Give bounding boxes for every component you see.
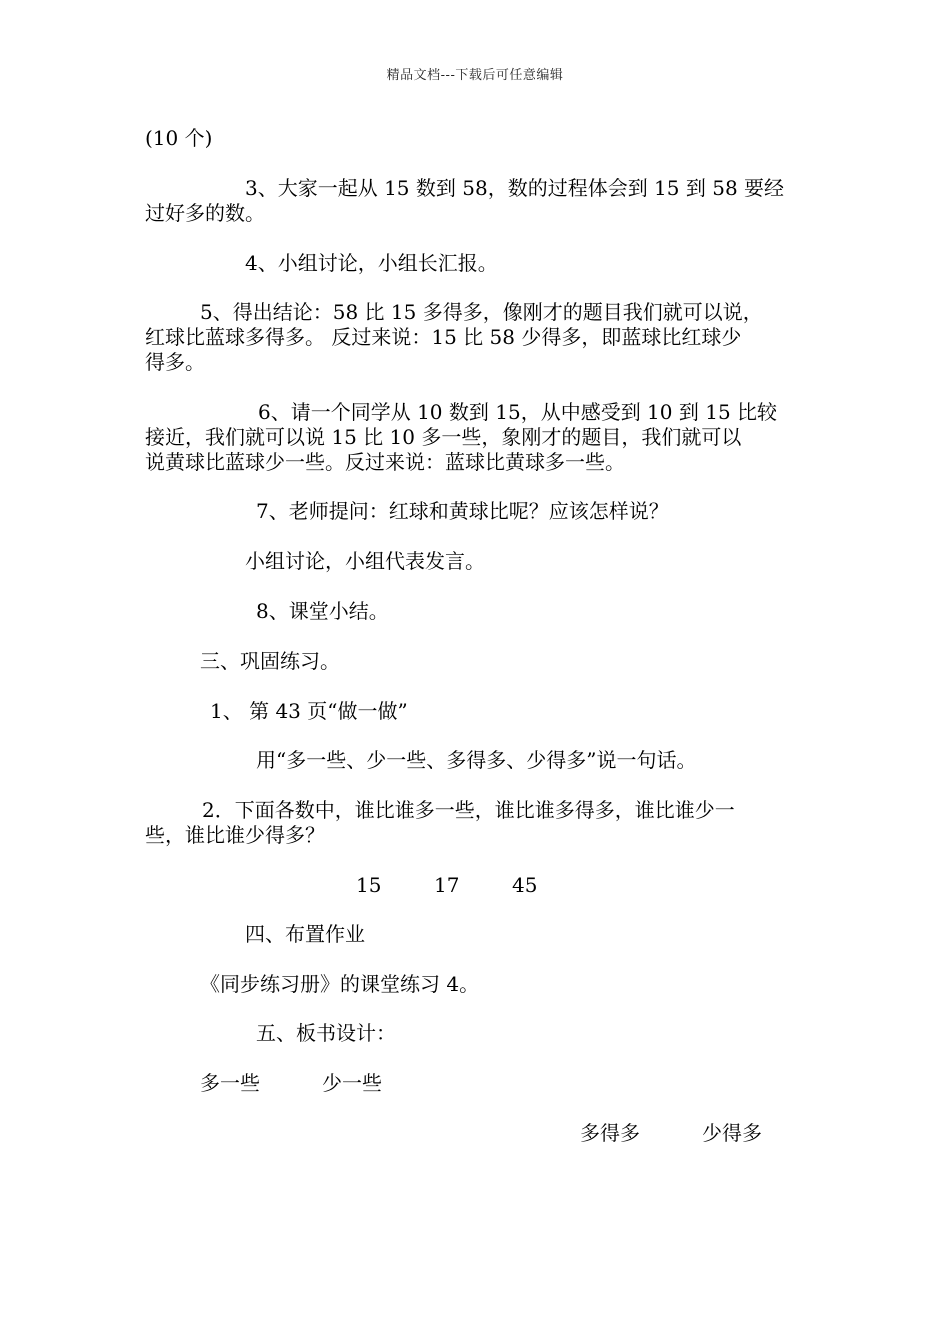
number-item: 15 xyxy=(356,873,382,897)
number-list xyxy=(0,873,950,899)
section-4-title: 四、布置作业 xyxy=(245,922,365,946)
number-item: 45 xyxy=(512,873,538,897)
board-much-less: 少得多 xyxy=(702,1121,762,1145)
exercise-1-detail: 用“多一些、少一些、多得多、少得多”说一句话。 xyxy=(256,748,697,772)
board-more-some: 多一些 xyxy=(200,1071,260,1095)
item-6-line-2: 接近，我们就可以说 15 比 10 多一些，象刚才的题目，我们就可以 xyxy=(145,425,742,449)
item-5-line-3: 得多。 xyxy=(145,350,205,374)
section-3-title: 三、巩固练习。 xyxy=(200,649,340,673)
exercise-2-paragraph xyxy=(145,798,810,848)
exercise-1: 1、 第 43 页“做一做” xyxy=(210,699,408,723)
group-discussion: 小组讨论，小组代表发言。 xyxy=(245,549,485,573)
count-note: (10 个) xyxy=(145,126,213,150)
item-5-line-1: 5、得出结论：58 比 15 多得多，像刚才的题目我们就可以说， xyxy=(200,300,763,324)
number-item: 17 xyxy=(434,873,460,897)
exercise-2-line-1: 2．下面各数中，谁比谁多一些，谁比谁多得多，谁比谁少一 xyxy=(202,798,735,822)
item-7: 7、老师提问：红球和黄球比呢？应该怎样说？ xyxy=(256,499,669,523)
page-header: 精品文档---下载后可任意编辑 xyxy=(386,68,564,83)
board-much-more: 多得多 xyxy=(580,1121,640,1145)
item-3-paragraph xyxy=(145,176,810,226)
board-less-some: 少一些 xyxy=(322,1071,382,1095)
section-5-title: 五、板书设计： xyxy=(256,1021,396,1045)
item-5-line-2: 红球比蓝球多得多。 反过来说：15 比 58 少得多，即蓝球比红球少 xyxy=(145,325,742,349)
item-8: 8、课堂小结。 xyxy=(256,599,389,623)
item-3-line-1: 3、大家一起从 15 数到 58，数的过程体会到 15 到 58 要经 xyxy=(245,176,785,200)
item-6-line-1: 6、请一个同学从 10 数到 15，从中感受到 10 到 15 比较 xyxy=(258,400,778,424)
exercise-2-line-2: 些，谁比谁少得多？ xyxy=(145,823,325,847)
item-6-paragraph xyxy=(145,400,810,475)
item-5-paragraph xyxy=(145,300,810,375)
item-3-line-2: 过好多的数。 xyxy=(145,201,265,225)
item-6-line-3: 说黄球比蓝球少一些。反过来说：蓝球比黄球多一些。 xyxy=(145,450,625,474)
item-4: 4、小组讨论，小组长汇报。 xyxy=(245,251,498,275)
homework: 《同步练习册》的课堂练习 4。 xyxy=(200,972,480,996)
